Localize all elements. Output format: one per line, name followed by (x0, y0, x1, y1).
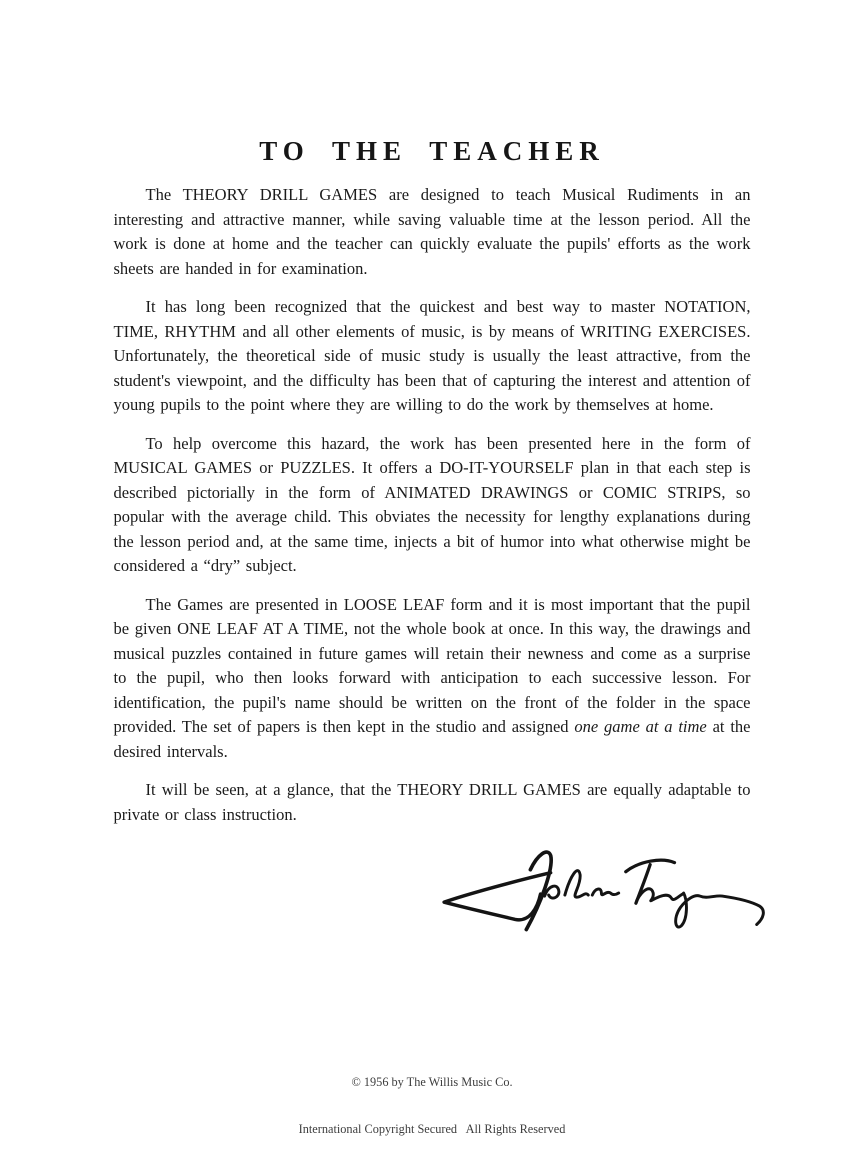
rights-line: International Copyright Secured All Rights Reserved (298, 1121, 566, 1136)
paragraph-3: To help overcome this hazard, the work has been presented here in the form of MUSICAL GAMES or PUZZLES. It offers a DO-IT-YOURSELF plan in that each step is described pictorially in the form of ANIMATED DRAWINGS or COMIC STRIPS, so popular with the average child. This obviates the necessity for lengthy explanations during the lesson period and, at the same time, injects a bit of humor into what otherwise might be considered a “dry” subject. (113, 433, 751, 575)
paragraph-4-text: The Games are presented in LOOSE LEAF form and it is most important that the pupil be given ONE LEAF AT A TIME, not the whole book at once. In this way, the drawings and musical puzzles contained in future games will retain their newness and come as a surprise to the pupil, who then looks forward with anticipation to each successive lesson. For identification, the pupil's name should be written on the front of the folder in the space provided. The set of papers is then kept in the studio and assigned (113, 594, 751, 736)
copyright-line: © 1956 by The Willis Music Co. (351, 1075, 513, 1089)
paragraph-5: It will be seen, at a glance, that the THEORY DRILL GAMES are equally adaptable to private or class instruction. (113, 780, 751, 824)
body-text (114, 183, 751, 827)
signature-drawing (437, 843, 777, 940)
john-thompson-signature (437, 843, 777, 940)
paragraph-4 (114, 593, 751, 765)
paragraph-1: The THEORY DRILL GAMES are designed to teach Musical Rudiments in an interesting and attractive manner, while saving valuable time at the lesson period. All the work is done at home and the teacher can quickly evaluate the pupils' efforts as the work sheets are handed in for examination. (113, 185, 751, 278)
page-title: TO THE TEACHER (259, 136, 605, 166)
paragraph-4-italic-phrase: one game at a time (574, 717, 707, 736)
paragraph-4-text-end: at the desired intervals. (113, 717, 751, 761)
paragraph-2: It has long been recognized that the quickest and best way to master NOTATION, TIME, RHYTHM and all other elements of music, is by means of WRITING EXERCISES. Unfortunately, the theoretical side of music study is usually the least attractive, from the student's viewpoint, and the difficulty has been that of capturing the interest and attention of young pupils to the point where they are willing to do the work by themselves at home. (113, 297, 751, 414)
copyright-footer (0, 1044, 864, 1152)
